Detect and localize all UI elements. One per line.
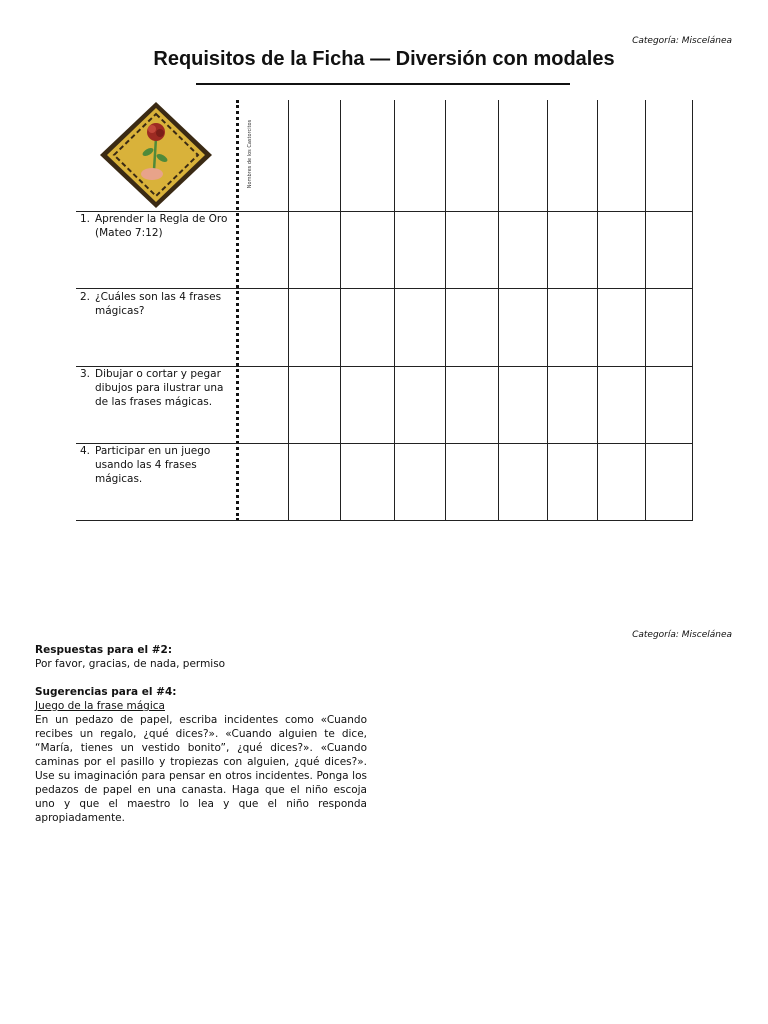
requirement-item bbox=[80, 290, 232, 318]
game-title: Juego de la frase mágica bbox=[35, 700, 165, 712]
grid-line bbox=[692, 100, 693, 521]
requirement-number: 1. bbox=[80, 213, 91, 225]
grid-line bbox=[498, 100, 499, 521]
grid-line bbox=[445, 100, 446, 521]
requirement-text: Aprender la Regla de Oro (Mateo 7:12) bbox=[95, 213, 228, 239]
names-column-header bbox=[243, 106, 257, 210]
grid-line bbox=[394, 100, 395, 521]
category-label: Categoría: Miscelánea bbox=[632, 630, 732, 640]
grid-line bbox=[76, 520, 693, 521]
answers-heading: Respuestas para el #2: bbox=[35, 644, 173, 656]
requirement-text: ¿Cuáles son las 4 frases mágicas? bbox=[95, 291, 222, 317]
grid-line bbox=[76, 288, 693, 289]
game-description: En un pedazo de papel, escriba incidentes como «Cuando recibes un regalo, ¿qué dices?». «Cuando alguien te dice, “María, tienes un vestido bonito”, ¿qué dices?». «Cuando caminas por el pasillo y tropiezas con alguien, ¿qué dices?». Use su imaginación para pensar en otros incidentes. Ponga los pedazos de papel en una canasta. Haga que el niño escoja uno y que el maestro lo lea y que el niño responda apropiadamente. bbox=[35, 714, 367, 824]
requirement-number: 4. bbox=[80, 445, 91, 457]
requirements-grid bbox=[76, 100, 693, 521]
notes-section bbox=[35, 643, 367, 825]
grid-line bbox=[547, 100, 548, 521]
names-column-label: Nombres de los Castorcitos bbox=[247, 119, 253, 189]
grid-line bbox=[645, 100, 646, 521]
dotted-separator bbox=[236, 100, 239, 521]
category-label: Categoría: Miscelánea bbox=[632, 36, 732, 46]
page-title: Requisitos de la Ficha — Diversión con modales bbox=[153, 48, 615, 70]
title-underline bbox=[196, 83, 570, 85]
requirement-item bbox=[80, 444, 232, 486]
grid-line bbox=[597, 100, 598, 521]
rose-badge-icon bbox=[98, 100, 214, 210]
suggestions-heading: Sugerencias para el #4: bbox=[35, 686, 177, 698]
requirement-text: Dibujar o cortar y pegar dibujos para ilustrar una de las frases mágicas. bbox=[95, 368, 224, 408]
requirement-item bbox=[80, 367, 232, 409]
requirement-number: 3. bbox=[80, 368, 91, 380]
answers-text: Por favor, gracias, de nada, permiso bbox=[35, 658, 226, 670]
requirement-number: 2. bbox=[80, 291, 91, 303]
grid-line bbox=[288, 100, 289, 521]
requirement-item bbox=[80, 212, 232, 240]
requirement-text: Participar en un juego usando las 4 frases mágicas. bbox=[95, 445, 211, 485]
grid-line bbox=[340, 100, 341, 521]
